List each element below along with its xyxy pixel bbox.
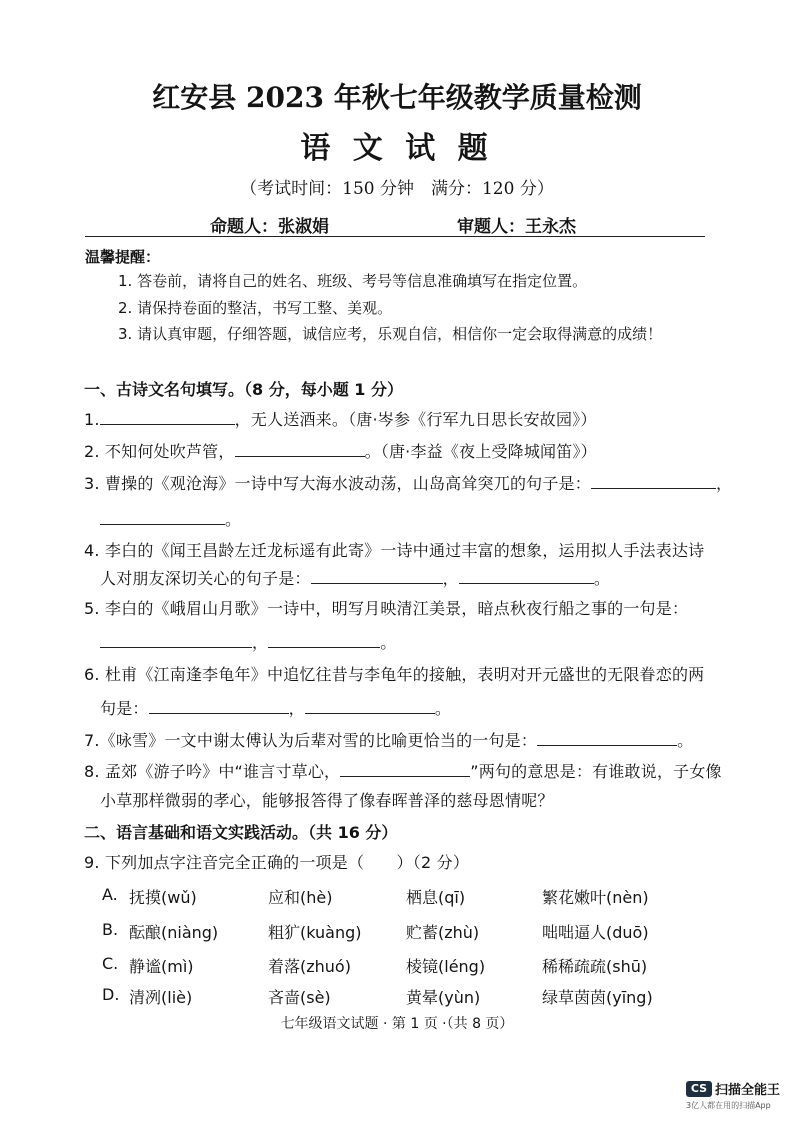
option-label: C. xyxy=(102,954,119,973)
question-2 xyxy=(84,439,597,462)
option-item: 应和(hè) xyxy=(268,888,333,907)
scanner-watermark xyxy=(686,1078,780,1111)
question-8 xyxy=(84,759,722,782)
section-heading: 一、古诗文名句填写。（8 分，每小题 1 分） xyxy=(84,380,403,399)
question-text: 7.《咏雪》一文中谢太傅认为后辈对雪的比喻更恰当的一句是： xyxy=(84,731,538,750)
option-item: 吝啬(sè) xyxy=(268,988,331,1007)
reviewer-name: 审题人：王永杰 xyxy=(457,217,576,237)
section-heading: 二、语言基础和语文实践活动。（共 16 分） xyxy=(84,823,398,842)
option-item: 贮蓄(zhù) xyxy=(406,923,480,942)
question-9: 9. 下列加点字注音完全正确的一项是（ ）（2 分） xyxy=(84,853,470,872)
question-7 xyxy=(84,728,693,751)
option-a[interactable] xyxy=(102,885,649,907)
question-5: 5. 李白的《峨眉山月歌》一诗中，明写月映清江美景，暗点秋夜行船之事的一句是： xyxy=(84,599,689,618)
answer-blank[interactable] xyxy=(149,699,289,714)
tip-item: 1. 答卷前，请将自己的姓名、班级、考号等信息准确填写在指定位置。 xyxy=(118,272,588,290)
tip-item: 3. 请认真审题，仔细答题，诚信应考，乐观自信，相信你一定会取得满意的成绩！ xyxy=(118,325,663,343)
question-text: 。 xyxy=(225,510,242,529)
scanner-app-name: 扫描全能王 xyxy=(714,1083,780,1098)
answer-blank[interactable] xyxy=(268,633,380,648)
option-item: 棱镜(léng) xyxy=(406,957,486,976)
question-5-cont xyxy=(100,630,396,653)
option-c[interactable] xyxy=(102,954,648,976)
option-item: 酝酿(niàng) xyxy=(129,923,219,942)
question-text: ， xyxy=(715,474,733,493)
answer-blank[interactable] xyxy=(537,731,677,746)
option-item: 稀稀疏疏(shū) xyxy=(542,957,648,976)
option-d[interactable] xyxy=(102,985,653,1007)
question-3 xyxy=(84,471,732,494)
question-3-cont xyxy=(100,507,241,530)
option-item: 咄咄逼人(duō) xyxy=(542,923,649,942)
tip-item: 2. 请保持卷面的整洁，书写工整、美观。 xyxy=(118,299,393,317)
scanner-tagline: 3亿人都在用的扫描App xyxy=(685,1101,771,1110)
option-item: 静谧(mì) xyxy=(129,957,194,976)
answer-blank[interactable] xyxy=(100,633,252,648)
option-item: 着落(zhuó) xyxy=(268,957,351,976)
authors-line xyxy=(85,212,705,237)
question-text: 8. 孟郊《游子吟》中“谁言寸草心， xyxy=(84,762,341,781)
question-text: 句是： xyxy=(100,699,149,718)
question-text: 。 xyxy=(677,731,694,750)
option-item: 绿草茵茵(yīng) xyxy=(542,988,653,1007)
option-label: B. xyxy=(102,920,119,939)
question-text: 。（唐·李益《夜上受降城闻笛》） xyxy=(364,442,597,461)
exam-subject: 语 文 试 题 xyxy=(300,131,494,166)
question-4-cont xyxy=(100,566,610,589)
question-text: ， xyxy=(288,699,305,718)
option-label: A. xyxy=(102,885,118,904)
question-8-cont: 小草那样微弱的孝心，能够报答得了像春晖普泽的慈母恩情呢？ xyxy=(100,791,554,810)
author-name: 命题人：张淑娟 xyxy=(210,217,329,237)
question-text: ，无人送酒来。（唐·岑参《行军九日思长安故园》） xyxy=(234,410,597,429)
answer-blank[interactable] xyxy=(311,569,443,584)
answer-blank[interactable] xyxy=(100,510,225,525)
answer-blank[interactable] xyxy=(305,699,435,714)
question-text: 。 xyxy=(380,633,397,652)
question-6-cont xyxy=(100,696,451,719)
question-6: 6. 杜甫《江南逢李龟年》中追忆往昔与李龟年的接触，表明对开元盛世的无限眷恋的两 xyxy=(84,665,705,684)
option-item: 清冽(liè) xyxy=(129,988,193,1007)
option-b[interactable] xyxy=(102,920,649,942)
question-text: ， xyxy=(442,569,459,588)
question-text: 3. 曹操的《观沧海》一诗中写大海水波动荡，山岛高耸突兀的句子是： xyxy=(84,474,591,493)
answer-blank[interactable] xyxy=(591,474,716,489)
question-text: ”两句的意思是：有谁敢说，子女像 xyxy=(470,762,722,781)
scanner-logo-icon: CS xyxy=(686,1081,712,1097)
exam-title: 红安县 2023 年秋七年级教学质量检测 xyxy=(152,81,642,114)
question-text: 。 xyxy=(434,699,452,718)
question-text: 。 xyxy=(593,569,611,588)
question-1 xyxy=(84,407,597,430)
question-text: ， xyxy=(252,633,269,652)
question-text: 人对朋友深切关心的句子是： xyxy=(100,569,311,588)
page-footer: 七年级语文试题 · 第 1 页 ·（共 8 页） xyxy=(280,1016,514,1032)
answer-blank[interactable] xyxy=(340,762,470,777)
question-number: 1. xyxy=(84,410,100,429)
option-item: 抚摸(wǔ) xyxy=(129,888,197,907)
question-text: 2. 不知何处吹芦管， xyxy=(84,442,235,461)
option-item: 繁花嫩叶(nèn) xyxy=(542,888,649,907)
answer-blank[interactable] xyxy=(235,442,365,457)
exam-info: （考试时间：150 分钟 满分：120 分） xyxy=(240,179,554,199)
tips-heading: 温馨提醒： xyxy=(85,248,161,266)
option-item: 黄晕(yùn) xyxy=(406,988,481,1007)
answer-blank[interactable] xyxy=(100,410,235,425)
option-item: 栖息(qī) xyxy=(406,888,466,907)
answer-blank[interactable] xyxy=(459,569,594,584)
option-label: D. xyxy=(102,985,120,1004)
question-4: 4. 李白的《闻王昌龄左迁龙标遥有此寄》一诗中通过丰富的想象，运用拟人手法表达诗 xyxy=(84,541,705,560)
option-item: 粗犷(kuàng) xyxy=(268,923,362,942)
